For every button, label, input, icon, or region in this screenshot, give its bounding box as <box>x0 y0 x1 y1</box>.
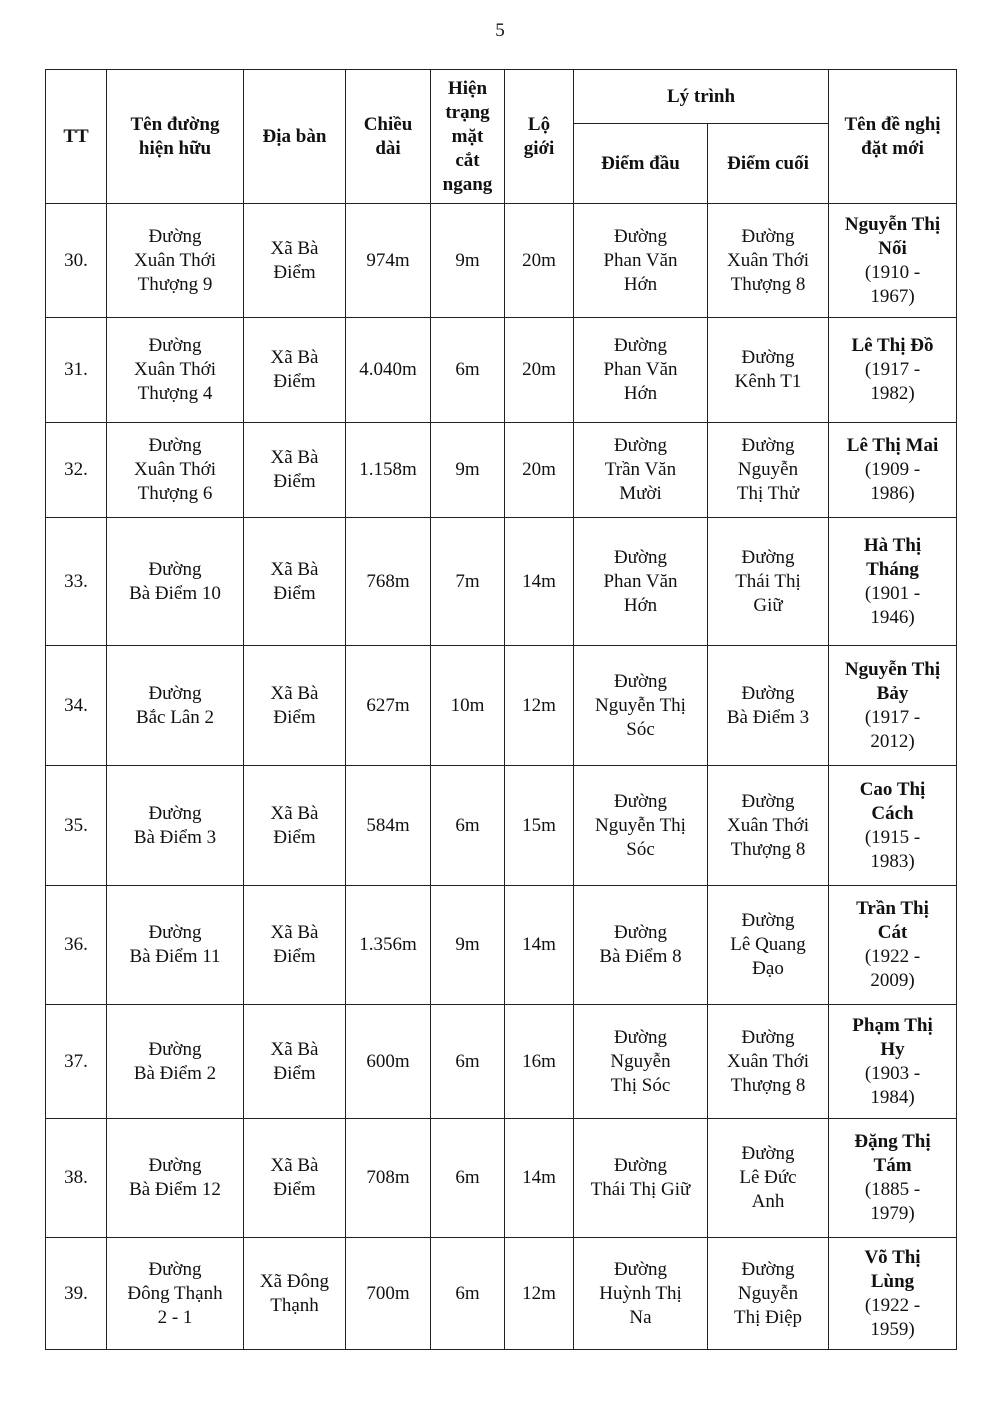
lifespan-years: 1986) <box>870 483 915 504</box>
proposed-name-cell <box>829 1119 957 1238</box>
existing-street-cell: Đường Bà Điểm 11 <box>107 886 244 1005</box>
existing-street-cell: Đường Đông Thạnh 2 - 1 <box>107 1238 244 1350</box>
end-point-cell: Đường Nguyễn Thị Điệp <box>708 1238 829 1350</box>
road-boundary-cell: 14m <box>505 518 574 646</box>
start-point-cell: Đường Nguyễn Thị Sóc <box>574 646 708 766</box>
proposed-name-cell <box>829 646 957 766</box>
proposed-name: Tháng <box>866 558 919 580</box>
lifespan-years: 1967) <box>870 285 915 307</box>
cross-section-cell: 6m <box>431 1238 505 1350</box>
table-row <box>46 423 957 518</box>
tt-cell: 33. <box>46 518 107 646</box>
proposed-name-cell <box>829 1005 957 1119</box>
lifespan-years: (1915 - <box>864 826 921 848</box>
cross-section-cell: 10m <box>431 646 505 766</box>
table-row <box>46 646 957 766</box>
length-cell: 974m <box>346 204 431 318</box>
proposed-name: Nối <box>878 237 907 259</box>
lifespan-years: 1979) <box>870 1203 915 1224</box>
proposed-name: Lê Thị Đồ <box>851 335 934 356</box>
proposed-name: Cách <box>871 802 914 824</box>
proposed-name: Phạm Thị <box>852 1014 933 1036</box>
header-length: Chiều dài <box>346 70 431 204</box>
tt-cell: 38. <box>46 1119 107 1238</box>
header-tt: TT <box>46 70 107 204</box>
cross-section-cell: 6m <box>431 318 505 423</box>
length-cell: 1.356m <box>346 886 431 1005</box>
tt-cell: 32. <box>46 423 107 518</box>
start-point-cell: Đường Bà Điểm 8 <box>574 886 708 1005</box>
page-number: 5 <box>495 20 505 41</box>
end-point-cell: Đường Nguyễn Thị Thử <box>708 423 829 518</box>
area-cell: Xã Bà Điểm <box>244 423 346 518</box>
lifespan-years: 1946) <box>870 606 915 628</box>
existing-street-cell: Đường Bà Điểm 2 <box>107 1005 244 1119</box>
tt-cell: 34. <box>46 646 107 766</box>
cross-section-cell: 6m <box>431 1119 505 1238</box>
lifespan-years: (1917 - <box>864 359 921 380</box>
road-boundary-cell: 20m <box>505 318 574 423</box>
start-point-cell: Đường Phan Văn Hớn <box>574 518 708 646</box>
road-boundary-cell: 12m <box>505 1238 574 1350</box>
cross-section-cell: 6m <box>431 766 505 886</box>
road-boundary-cell: 15m <box>505 766 574 886</box>
start-point-cell: Đường Nguyễn Thị Sóc <box>574 1005 708 1119</box>
table-row <box>46 518 957 646</box>
lifespan-years: (1910 - <box>864 261 921 283</box>
area-cell: Xã Bà Điểm <box>244 1005 346 1119</box>
length-cell: 708m <box>346 1119 431 1238</box>
area-cell: Xã Bà Điểm <box>244 886 346 1005</box>
proposed-name: Cát <box>877 922 908 943</box>
table-body <box>46 204 957 1350</box>
header-existing-street-name: Tên đường hiện hữu <box>107 70 244 204</box>
tt-cell: 37. <box>46 1005 107 1119</box>
start-point-cell: Đường Phan Văn Hớn <box>574 204 708 318</box>
header-route: Lý trình <box>574 70 829 124</box>
proposed-name-cell <box>829 204 957 318</box>
lifespan-years: 2009) <box>870 970 915 991</box>
length-cell: 584m <box>346 766 431 886</box>
length-cell: 700m <box>346 1238 431 1350</box>
area-cell: Xã Bà Điểm <box>244 646 346 766</box>
road-boundary-cell: 20m <box>505 423 574 518</box>
cross-section-cell: 9m <box>431 204 505 318</box>
length-cell: 627m <box>346 646 431 766</box>
start-point-cell: Đường Nguyễn Thị Sóc <box>574 766 708 886</box>
existing-street-cell: Đường Bà Điểm 10 <box>107 518 244 646</box>
table-row <box>46 886 957 1005</box>
length-cell: 768m <box>346 518 431 646</box>
proposed-name: Võ Thị <box>864 1246 921 1268</box>
area-cell: Xã Bà Điểm <box>244 204 346 318</box>
header-end-point: Điểm cuối <box>708 124 829 204</box>
table-row <box>46 1238 957 1350</box>
proposed-name: Hà Thị <box>863 534 922 556</box>
lifespan-years: 1959) <box>870 1318 915 1340</box>
lifespan-years: 1984) <box>870 1086 915 1108</box>
lifespan-years: 1983) <box>870 850 915 872</box>
lifespan-years: (1901 - <box>864 582 921 604</box>
existing-street-cell: Đường Xuân Thới Thượng 9 <box>107 204 244 318</box>
area-cell: Xã Bà Điểm <box>244 518 346 646</box>
end-point-cell: Đường Kênh T1 <box>708 318 829 423</box>
table-row <box>46 766 957 886</box>
lifespan-years: (1903 - <box>864 1062 921 1084</box>
table-header <box>46 70 957 204</box>
end-point-cell: Đường Thái Thị Giữ <box>708 518 829 646</box>
end-point-cell: Đường Xuân Thới Thượng 8 <box>708 204 829 318</box>
lifespan-years: (1917 - <box>864 706 921 728</box>
existing-street-cell: Đường Xuân Thới Thượng 4 <box>107 318 244 423</box>
tt-cell: 30. <box>46 204 107 318</box>
header-current-cross-section: Hiện trạng mặt cắt ngang <box>431 70 505 204</box>
cross-section-cell: 6m <box>431 1005 505 1119</box>
start-point-cell: Đường Thái Thị Giữ <box>574 1119 708 1238</box>
existing-street-cell: Đường Xuân Thới Thượng 6 <box>107 423 244 518</box>
road-boundary-cell: 20m <box>505 204 574 318</box>
proposed-name-cell <box>829 1238 957 1350</box>
end-point-cell: Đường Lê Quang Đạo <box>708 886 829 1005</box>
cross-section-cell: 9m <box>431 886 505 1005</box>
header-area: Địa bàn <box>244 70 346 204</box>
table-row <box>46 1119 957 1238</box>
proposed-name-cell <box>829 318 957 423</box>
header-start-point: Điểm đầu <box>574 124 708 204</box>
tt-cell: 39. <box>46 1238 107 1350</box>
cross-section-cell: 7m <box>431 518 505 646</box>
area-cell: Xã Bà Điểm <box>244 766 346 886</box>
road-boundary-cell: 14m <box>505 886 574 1005</box>
end-point-cell: Đường Xuân Thới Thượng 8 <box>708 1005 829 1119</box>
tt-cell: 31. <box>46 318 107 423</box>
length-cell: 4.040m <box>346 318 431 423</box>
table-row <box>46 204 957 318</box>
end-point-cell: Đường Lê Đức Anh <box>708 1119 829 1238</box>
start-point-cell: Đường Huỳnh Thị Na <box>574 1238 708 1350</box>
start-point-cell: Đường Phan Văn Hớn <box>574 318 708 423</box>
tt-cell: 36. <box>46 886 107 1005</box>
header-proposed-name: Tên đề nghị đặt mới <box>829 70 957 204</box>
area-cell: Xã Đông Thạnh <box>244 1238 346 1350</box>
table-row <box>46 1005 957 1119</box>
proposed-name: Đặng Thị <box>854 1131 931 1152</box>
tt-cell: 35. <box>46 766 107 886</box>
proposed-name: Cao Thị <box>859 778 926 800</box>
proposed-name-cell <box>829 886 957 1005</box>
lifespan-years: (1922 - <box>864 946 921 967</box>
proposed-name: Bảy <box>876 682 909 704</box>
lifespan-years: (1922 - <box>864 1294 921 1316</box>
length-cell: 600m <box>346 1005 431 1119</box>
proposed-name: Hy <box>880 1038 905 1060</box>
road-boundary-cell: 12m <box>505 646 574 766</box>
proposed-name: Nguyễn Thị <box>844 658 941 680</box>
existing-street-cell: Đường Bà Điểm 3 <box>107 766 244 886</box>
lifespan-years: 2012) <box>870 730 915 752</box>
end-point-cell: Đường Xuân Thới Thượng 8 <box>708 766 829 886</box>
length-cell: 1.158m <box>346 423 431 518</box>
proposed-name: Lùng <box>870 1270 915 1292</box>
proposed-name: Trần Thị <box>856 898 929 919</box>
lifespan-years: 1982) <box>870 383 915 404</box>
existing-street-cell: Đường Bà Điểm 12 <box>107 1119 244 1238</box>
street-naming-table <box>45 69 957 1350</box>
lifespan-years: (1885 - <box>864 1179 921 1200</box>
proposed-name: Tám <box>873 1155 912 1176</box>
road-boundary-cell: 14m <box>505 1119 574 1238</box>
proposed-name-cell <box>829 766 957 886</box>
table-row <box>46 318 957 423</box>
proposed-name-cell <box>829 518 957 646</box>
lifespan-years: (1909 - <box>864 459 921 480</box>
area-cell: Xã Bà Điểm <box>244 318 346 423</box>
proposed-name: Nguyễn Thị <box>844 213 941 235</box>
proposed-name-cell <box>829 423 957 518</box>
cross-section-cell: 9m <box>431 423 505 518</box>
area-cell: Xã Bà Điểm <box>244 1119 346 1238</box>
start-point-cell: Đường Trần Văn Mười <box>574 423 708 518</box>
proposed-name: Lê Thị Mai <box>846 435 939 456</box>
end-point-cell: Đường Bà Điểm 3 <box>708 646 829 766</box>
header-road-boundary: Lộ giới <box>505 70 574 204</box>
existing-street-cell: Đường Bắc Lân 2 <box>107 646 244 766</box>
road-boundary-cell: 16m <box>505 1005 574 1119</box>
